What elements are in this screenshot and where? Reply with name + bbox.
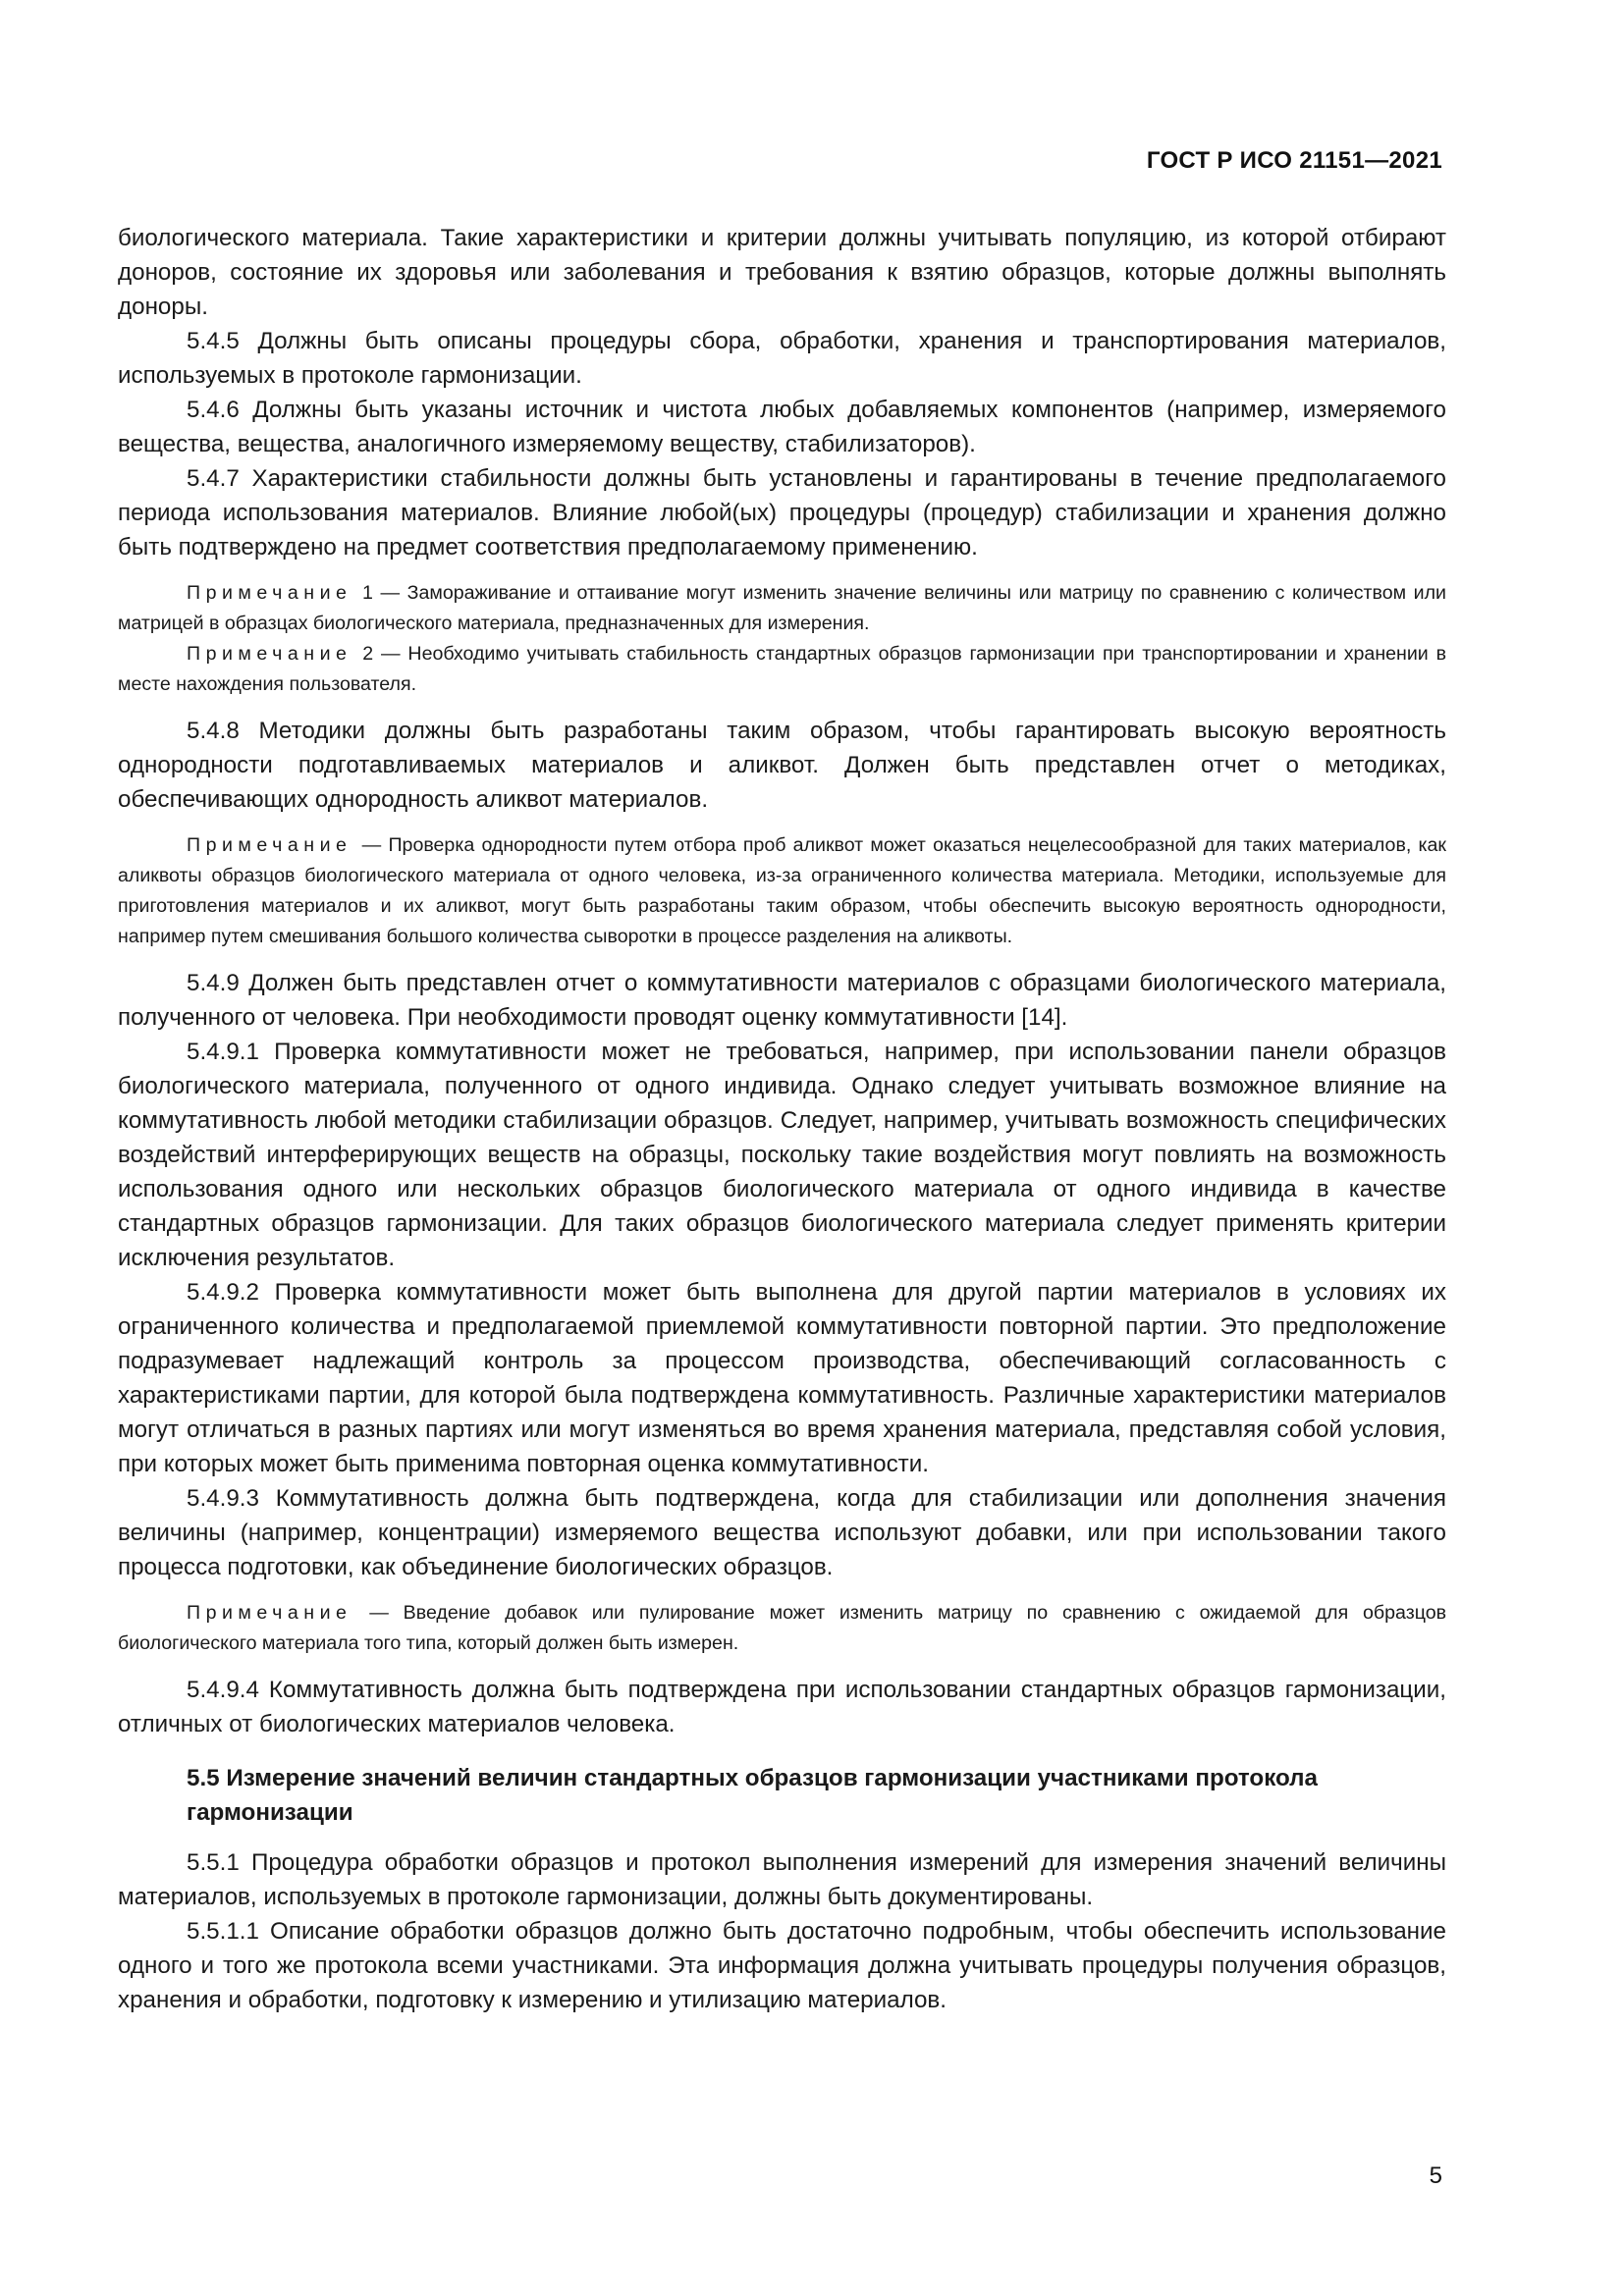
page-number: 5 <box>1429 2163 1442 2189</box>
note-text: — Введение добавок или пулирование может изменить матрицу по сравнению с ожидаемой для образцов биологического материала того типа, который должен быть измерен. <box>118 1602 1446 1654</box>
paragraph-5-5-1: 5.5.1 Процедура обработки образцов и протокол выполнения измерений для измерения значений величины материалов, используемых в протоколе гармонизации, должны быть документированы. <box>118 1849 1446 1910</box>
note-3 <box>118 830 1446 952</box>
notes-5-4-8 <box>118 830 1446 952</box>
note-4 <box>118 1598 1446 1659</box>
note-text: — Проверка однородности путем отбора проб аликвот может оказаться нецелесообразной для таких материалов, как аликвоты образцов биологического материала от одного человека, из-за ограниченного количества материала. Методики, используемые для приготовления материалов и их аликвот, могут быть разработаны таким образом, чтобы обеспечить высокую вероятность однородности, например путем смешивания большого количества сыворотки в процессе разделения на аликвоты. <box>118 834 1446 947</box>
note-label: Примечание <box>187 1602 352 1624</box>
note-2 <box>118 639 1446 700</box>
notes-5-4-9-3 <box>118 1598 1446 1659</box>
page-content <box>118 221 1446 2017</box>
paragraph-5-4-5: 5.4.5 Должны быть описаны процедуры сбора, обработки, хранения и транспортирования материалов, используемых в протоколе гармонизации. <box>118 328 1446 389</box>
note-text: 1 — Замораживание и оттаивание могут изменить значение величины или матрицу по сравнению с количеством или матрицей в образцах биологического материала, предназначенных для измерения. <box>118 582 1446 634</box>
note-text: 2 — Необходимо учитывать стабильность стандартных образцов гармонизации при транспортировании и хранении в месте нахождения пользователя. <box>118 643 1446 695</box>
paragraph-5-4-9-3: 5.4.9.3 Коммутативность должна быть подтверждена, когда для стабилизации или дополнения значения величины (например, концентрации) измеряемого вещества используют добавки, или при использовании такого процесса подготовки, как объединение биологических образцов. <box>118 1485 1446 1580</box>
paragraph-5-4-8: 5.4.8 Методики должны быть разработаны таким образом, чтобы гарантировать высокую вероятность однородности подготавливаемых материалов и аликвот. Должен быть представлен отчет о методиках, обеспечивающих однородность аликвот материалов. <box>118 718 1446 813</box>
paragraph-5-4-9-4: 5.4.9.4 Коммутативность должна быть подтверждена при использовании стандартных образцов гармонизации, отличных от биологических материалов человека. <box>118 1677 1446 1737</box>
paragraph-continuation: биологического материала. Такие характеристики и критерии должны учитывать популяцию, из которой отбирают доноров, состояние их здоровья или заболевания и требования к взятию образцов, которые должны выполнять доноры. <box>118 225 1446 320</box>
paragraph-5-4-9: 5.4.9 Должен быть представлен отчет о коммутативности материалов с образцами биологического материала, полученного от человека. При необходимости проводят оценку коммутативности [14]. <box>118 970 1446 1031</box>
note-label: Примечание <box>187 582 352 604</box>
paragraph-5-4-9-1: 5.4.9.1 Проверка коммутативности может не требоваться, например, при использовании панели образцов биологического материала, полученного от одного индивида. Однако следует учитывать возможное влияние на коммутативность любой методики стабилизации образцов. Следует, например, учитывать возможность специфических воздействий интерферирующих веществ на образцы, поскольку такие воздействия могут повлиять на возможность использования одного или нескольких образцов биологического материала от одного индивида в качестве стандартных образцов гармонизации. Для таких образцов биологического материала следует применять критерии исключения результатов. <box>118 1039 1446 1271</box>
paragraph-5-4-7: 5.4.7 Характеристики стабильности должны быть установлены и гарантированы в течение предполагаемого периода использования материалов. Влияние любой(ых) процедуры (процедур) стабилизации и хранения должно быть подтверждено на предмет соответствия предполагаемому применению. <box>118 465 1446 561</box>
notes-5-4-7 <box>118 578 1446 700</box>
note-1 <box>118 578 1446 639</box>
document-code-header: ГОСТ Р ИСО 21151—2021 <box>1146 147 1442 174</box>
paragraph-5-4-9-2: 5.4.9.2 Проверка коммутативности может быть выполнена для другой партии материалов в условиях их ограниченного количества и предполагаемой приемлемой коммутативности повторной партии. Это предположение подразумевает надлежащий контроль за процессом производства, обеспечивающий согласованность с характеристиками партии, для которой была подтверждена коммутативность. Различные характеристики материалов могут отличаться в разных партиях или могут изменяться во время хранения материала, представляя собой условия, при которых может быть применима повторная оценка коммутативности. <box>118 1279 1446 1477</box>
note-label: Примечание <box>187 834 352 856</box>
paragraph-5-4-6: 5.4.6 Должны быть указаны источник и чистота любых добавляемых компонентов (например, измеряемого вещества, вещества, аналогичного измеряемому веществу, стабилизаторов). <box>118 397 1446 457</box>
section-title-5-5: 5.5 Измерение значений величин стандартных образцов гармонизации участниками протокола гармонизации <box>187 1765 1318 1826</box>
paragraph-5-5-1-1: 5.5.1.1 Описание обработки образцов должно быть достаточно подробным, чтобы обеспечить использование одного и того же протокола всеми участниками. Эта информация должна учитывать процедуры получения образцов, хранения и обработки, подготовку к измерению и утилизацию материалов. <box>118 1918 1446 2013</box>
note-label: Примечание <box>187 643 352 665</box>
